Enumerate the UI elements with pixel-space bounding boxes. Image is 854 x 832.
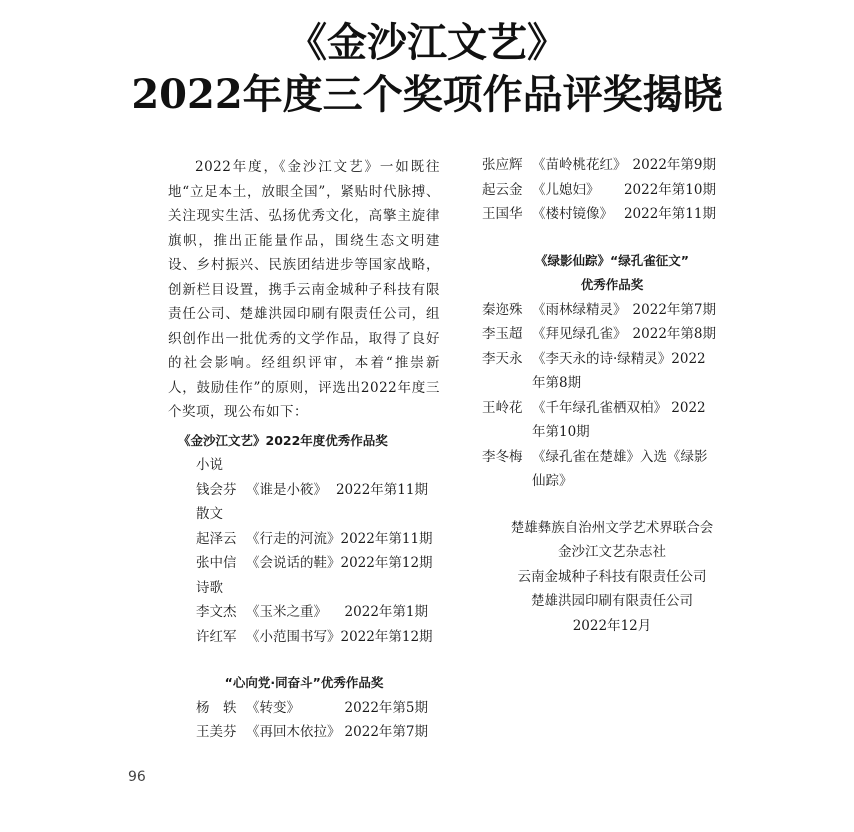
entry-work: 《拜见绿孔雀》 <box>532 326 627 342</box>
entry-work: 《小范围书写》 <box>246 628 341 645</box>
page-number: 96 <box>128 769 146 785</box>
award-entry <box>482 202 716 227</box>
award-entry <box>168 696 428 721</box>
category-label: 散文 <box>196 506 223 522</box>
award-entry <box>482 396 716 445</box>
entry-work: 《玉米之重》 <box>246 604 327 620</box>
entry-author: 秦迩殊 <box>482 301 523 318</box>
entry-author: 李文杰 <box>196 604 237 620</box>
award-entry <box>482 347 716 396</box>
entry-author: 李玉超 <box>482 326 523 342</box>
entry-issue: 2022年第5期 <box>344 699 428 716</box>
category-label: 小说 <box>196 457 223 473</box>
award-entry <box>482 178 716 203</box>
entry-issue: 2022年第11期 <box>335 481 428 498</box>
award-entry <box>482 153 716 178</box>
award-entry <box>168 551 433 576</box>
entry-issue: 2022年第8期 <box>632 326 716 342</box>
left-column <box>168 155 440 745</box>
entry-author: 起泽云 <box>196 530 237 547</box>
award-entry <box>168 625 433 650</box>
entry-issue: 2022年第11期 <box>623 206 716 222</box>
entry-issue: 2022年第10期 <box>623 181 716 198</box>
page-title-line1: 《金沙江文艺》 <box>287 19 567 66</box>
entry-text: 《李天永的诗·绿精灵》2022年第8期 <box>532 350 706 391</box>
entry-author: 张应辉 <box>482 157 523 173</box>
intro-paragraph: 2022年度，《金沙江文艺》一如既往地“立足本土，放眼全国”，紧贴时代脉搏、关注现实生活、弘扬优秀文化，高擎主旋律旗帜，推出正能量作品，围绕生态文明建设、乡村振兴、民族团结进步等国家战略，创新栏目设置，携手云南金城种子科技有限责任公司、楚雄洪园印刷有限责任公司，组织创作出一批优秀的文学作品，取得了良好的社会影响。经组织评审，本着“推崇新人，鼓励佳作”的原则，评选出2022年度三个奖项，现公布如下： <box>168 159 440 420</box>
entry-work: 《楼村镜像》 <box>532 206 613 222</box>
signature-org: 金沙江文艺杂志社 <box>558 544 666 560</box>
award1-heading: 《金沙江文艺》2022年度优秀作品奖 <box>178 432 388 448</box>
entry-issue: 2022年第12期 <box>340 555 433 571</box>
entry-author: 王美芬 <box>196 724 237 740</box>
signature-org: 云南金城种子科技有限责任公司 <box>517 568 707 585</box>
entry-work: 《儿媳妇》 <box>532 181 600 198</box>
signature-org: 楚雄洪园印刷有限责任公司 <box>531 593 693 609</box>
entry-work: 《苗岭桃花红》 <box>532 157 627 173</box>
entry-issue: 2022年第11期 <box>340 530 433 547</box>
award2-heading: “心向党·同奋斗”优秀作品奖 <box>224 675 384 690</box>
category-label: 诗歌 <box>196 579 223 596</box>
signature-org: 楚雄彝族自治州文学艺术界联合会 <box>510 519 714 536</box>
right-column <box>482 153 742 638</box>
award-entry <box>168 600 428 625</box>
entry-text: 《绿孔雀在楚雄》入选《绿影仙踪》 <box>532 448 708 489</box>
award-entry <box>482 322 716 347</box>
entry-issue: 2022年第12期 <box>340 628 433 645</box>
award1-list <box>168 453 440 745</box>
entry-author: 张中信 <box>196 555 237 571</box>
entry-work: 《再回木依拉》 <box>246 724 341 740</box>
entry-author: 许红军 <box>196 628 237 645</box>
entry-author: 李冬梅 <box>482 448 523 465</box>
entry-work: 《雨林绿精灵》 <box>532 301 627 318</box>
award-entry <box>168 478 428 503</box>
award3-list <box>482 298 742 494</box>
entry-author: 杨 轶 <box>196 699 237 716</box>
entry-author: 王国华 <box>482 206 523 222</box>
entry-author: 钱会芬 <box>196 481 237 498</box>
award2-list-continued <box>482 153 742 227</box>
signature-date: 2022年12月 <box>572 617 652 634</box>
award-entry <box>168 527 433 552</box>
award-entry <box>168 720 428 745</box>
page-title-line2: 2022年度三个奖项作品评奖揭晓 <box>131 71 723 118</box>
entry-issue: 2022年第7期 <box>344 724 428 740</box>
entry-issue: 2022年第9期 <box>632 157 716 173</box>
entry-issue: 2022年第7期 <box>632 301 716 318</box>
entry-author: 起云金 <box>482 181 523 198</box>
entry-issue: 2022年第1期 <box>344 604 428 620</box>
award-entry <box>482 298 716 323</box>
entry-author: 李天永 <box>482 350 523 367</box>
award3-heading-line1: 《绿影仙踪》“绿孔雀征文” <box>535 252 689 268</box>
entry-work: 《谁是小筱》 <box>246 481 327 498</box>
entry-work: 《转变》 <box>246 699 300 716</box>
award-entry <box>482 445 716 494</box>
entry-text: 《千年绿孔雀栖双柏》 2022年第10期 <box>532 399 706 440</box>
entry-work: 《行走的河流》 <box>246 530 341 547</box>
award3-heading-line2: 优秀作品奖 <box>580 277 644 292</box>
entry-author: 王岭花 <box>482 399 523 416</box>
entry-work: 《会说话的鞋》 <box>246 555 341 571</box>
